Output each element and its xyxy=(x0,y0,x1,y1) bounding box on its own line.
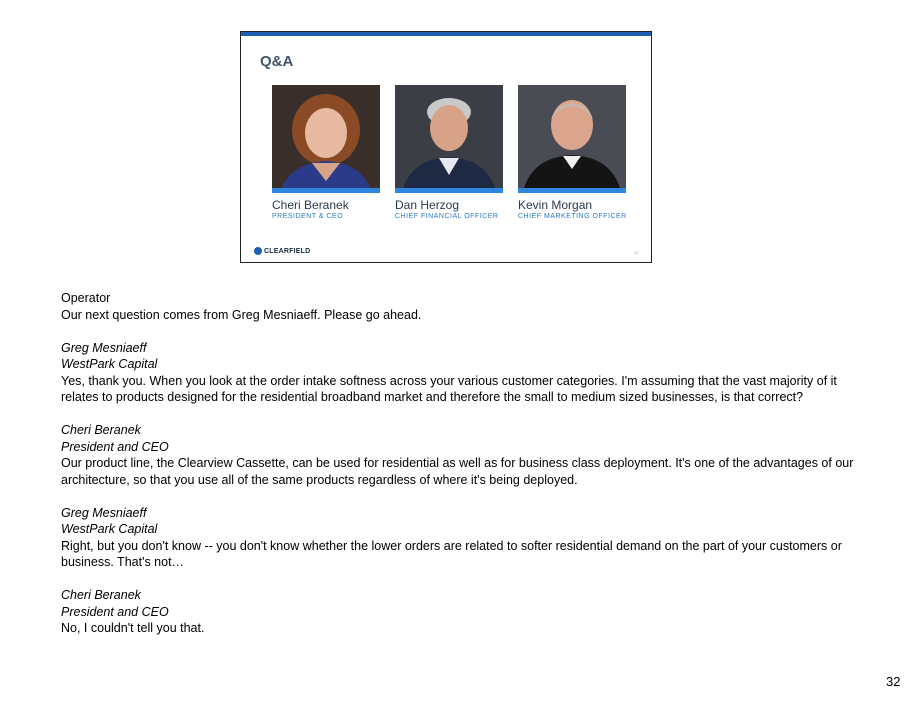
slide-image xyxy=(240,31,652,263)
person-title: CHIEF FINANCIAL OFFICER xyxy=(395,213,499,220)
transcript-line: Yes, thank you. When you look at the order intake softness across your various customer categories. I'm assuming that the vast majority of it xyxy=(61,373,837,388)
transcript-line: Right, but you don't know -- you don't know whether the lower orders are related to softer residential demand on the part of your customers or xyxy=(61,538,842,553)
page-number: 32 xyxy=(886,674,901,689)
person-card-cheri xyxy=(272,85,380,220)
speaker-name: Cheri Beranek xyxy=(61,588,141,602)
transcript-line: No, I couldn't tell you that. xyxy=(61,621,205,635)
photo-cheri-beranek xyxy=(272,85,380,188)
speaker-name: Greg Mesniaeff xyxy=(61,340,147,355)
person-name: Dan Herzog xyxy=(395,198,460,212)
photo-accent-bar xyxy=(272,188,380,193)
transcript-line: architecture, so that you use all of the same products regardless of where it's being deployed. xyxy=(61,472,578,487)
person-name: Cheri Beranek xyxy=(272,198,349,212)
photo-accent-bar xyxy=(518,188,626,193)
photo-kevin-morgan xyxy=(518,85,626,188)
clearfield-logo xyxy=(254,247,310,255)
slide-top-bar xyxy=(241,32,651,36)
speaker-affiliation: President and CEO xyxy=(61,439,169,454)
slide-title: Q&A xyxy=(260,53,294,70)
transcript-line: Our product line, the Clearview Cassette, can be used for residential as well as for business class deployment. It's one of the advantages of our xyxy=(61,456,854,470)
speaker-affiliation: WestPark Capital xyxy=(61,357,158,371)
logo-text: CLEARFIELD xyxy=(264,247,311,255)
person-card-dan xyxy=(395,85,503,220)
speaker-affiliation: WestPark Capital xyxy=(61,522,158,536)
person-name: Kevin Morgan xyxy=(518,198,593,212)
photo-accent-bar xyxy=(395,188,503,193)
speaker-name: Greg Mesniaeff xyxy=(61,505,147,520)
transcript-line: Our next question comes from Greg Mesniaeff. Please go ahead. xyxy=(61,307,422,322)
transcript xyxy=(61,290,881,637)
person-card-kevin xyxy=(518,85,626,220)
slide-number: 10 xyxy=(634,250,639,255)
speaker-affiliation: President and CEO xyxy=(61,604,169,619)
person-title: CHIEF MARKETING OFFICER xyxy=(518,213,627,220)
person-title: PRESIDENT & CEO xyxy=(272,213,344,220)
logo-mark-icon xyxy=(254,247,262,255)
speaker-name: Cheri Beranek xyxy=(61,423,141,437)
speaker-name: Operator xyxy=(61,291,111,305)
transcript-line: business. That's not… xyxy=(61,555,185,569)
transcript-line: relates to products designed for the residential broadband market and therefore the small to medium sized businesses, is that correct? xyxy=(61,390,804,404)
photo-dan-herzog xyxy=(395,85,503,188)
